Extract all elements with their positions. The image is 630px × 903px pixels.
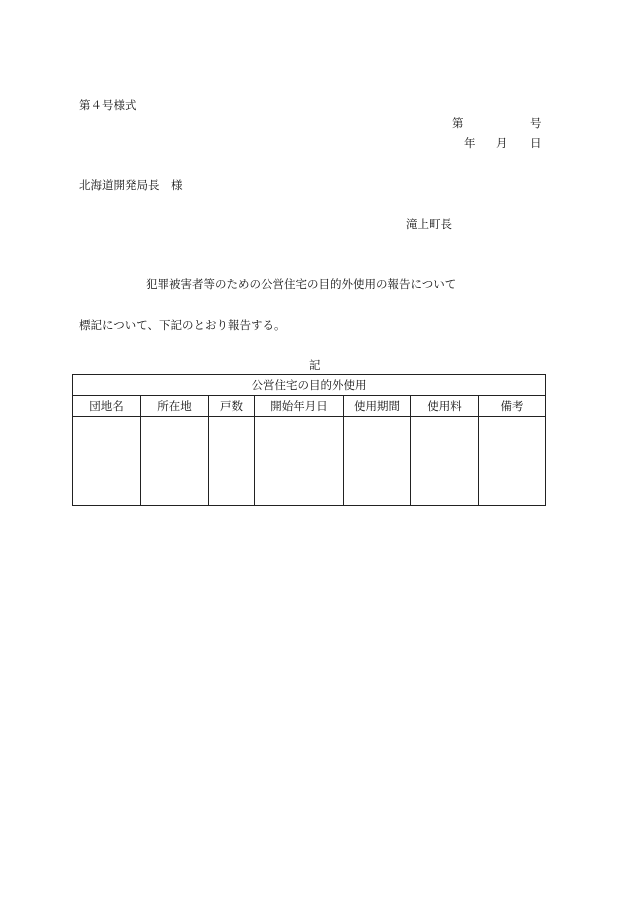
doc-number-suffix: 号 bbox=[530, 116, 542, 130]
table-cell bbox=[141, 417, 209, 506]
table-cell bbox=[344, 417, 411, 506]
table-cell bbox=[209, 417, 255, 506]
col-header-fee: 使用料 bbox=[411, 396, 479, 417]
subject-title: 犯罪被害者等のための公営住宅の目的外使用の報告について bbox=[146, 277, 457, 291]
col-header-location: 所在地 bbox=[141, 396, 209, 417]
date-month: 月 bbox=[496, 136, 508, 150]
addressee: 北海道開発局長 様 bbox=[79, 178, 183, 192]
doc-number-prefix: 第 bbox=[452, 116, 464, 130]
table-cell bbox=[255, 417, 344, 506]
table-cell bbox=[411, 417, 479, 506]
table-cell bbox=[479, 417, 546, 506]
date-year: 年 bbox=[464, 136, 476, 150]
body-text: 標記について、下記のとおり報告する。 bbox=[79, 318, 286, 332]
col-header-units: 戸数 bbox=[209, 396, 255, 417]
table-header-row bbox=[73, 396, 546, 417]
col-header-remarks: 備考 bbox=[479, 396, 546, 417]
date-day: 日 bbox=[530, 136, 542, 150]
table-title-row bbox=[73, 375, 546, 396]
table-cell bbox=[73, 417, 141, 506]
sender: 滝上町長 bbox=[406, 217, 452, 231]
form-number: 第４号様式 bbox=[79, 98, 137, 112]
table-row bbox=[73, 417, 546, 506]
table-title: 公営住宅の目的外使用 bbox=[73, 375, 546, 396]
col-header-start-date: 開始年月日 bbox=[255, 396, 344, 417]
report-table bbox=[72, 374, 546, 506]
col-header-danchi: 団地名 bbox=[73, 396, 141, 417]
col-header-period: 使用期間 bbox=[344, 396, 411, 417]
ki-heading: 記 bbox=[309, 358, 321, 372]
